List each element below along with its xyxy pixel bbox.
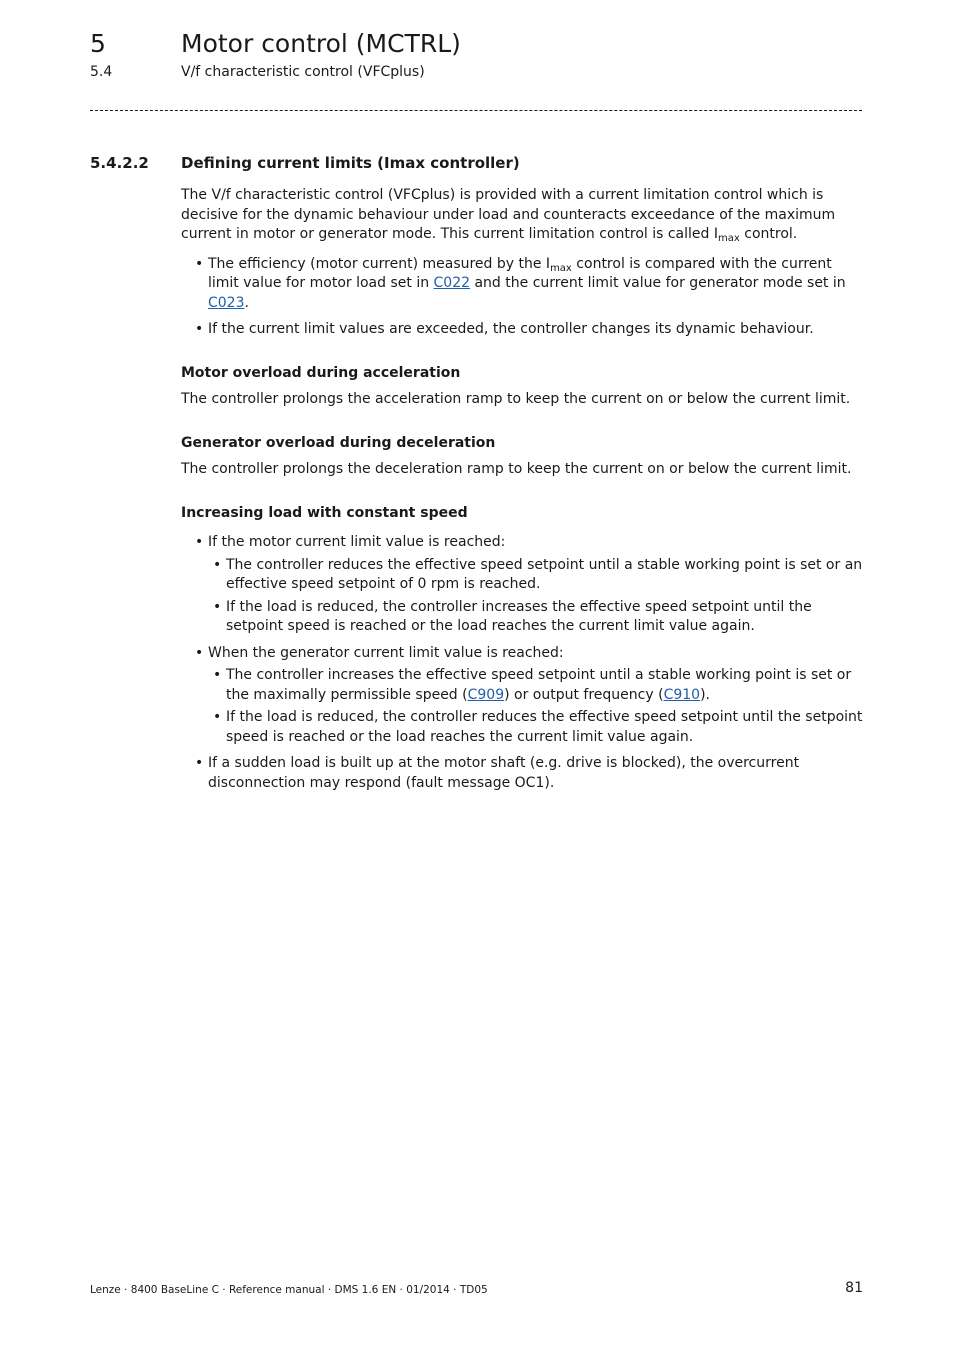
link-c022[interactable]: C022 [433, 275, 471, 291]
link-c023[interactable]: C023 [208, 294, 245, 311]
constant-speed-heading: Increasing load with constant speed [181, 504, 468, 521]
list-item: • If the load is reduced, the controller increases the effective speed setpoint until the setpoint speed is reached or the load reaches the current limit value again. [208, 598, 863, 637]
intro-bullet-list [181, 255, 863, 340]
list-item: • When the generator current limit value is reached: • The controller increases the effective speed setpoint until a stable working point is set or the maximally permissible speed (C909) or output frequency (C910). • If the load is reduced, the controller reduces the effective speed setpoint until the setpoint speed is reached or the load reaches the current limit value again. [181, 644, 863, 748]
main-content [181, 186, 863, 800]
header-divider [90, 110, 862, 111]
link-c909[interactable]: C909 [467, 686, 505, 703]
chapter-title: Motor control (MCTRL) [181, 29, 461, 58]
motor-overload-heading: Motor overload during acceleration [181, 364, 461, 381]
nested-list [208, 666, 863, 747]
chapter-number: 5 [90, 29, 106, 58]
motor-overload-text: The controller prolongs the acceleration ramp to keep the current on or below the current limit. [181, 391, 851, 407]
link-c910[interactable]: C910 [663, 686, 701, 703]
page-number: 81 [845, 1280, 863, 1296]
list-item: • The controller increases the effective speed setpoint until a stable working point is set or the maximally permissible speed (C909) or output frequency (C910). [208, 666, 863, 705]
list-item: • The efficiency (motor current) measured by the $I_{max}$ control is compared with the current limit value for motor load set in C022 and the current limit value for generator mode set in C023. [181, 255, 863, 314]
section-number: 5.4 [90, 64, 113, 80]
generator-overload-heading: Generator overload during deceleration [181, 434, 496, 451]
generator-overload-text: The controller prolongs the deceleration ramp to keep the current on or below the current limit. [181, 461, 852, 477]
footer-document-info: Lenze · 8400 BaseLine C · Reference manual · DMS 1.6 EN · 01/2014 · TD05 [90, 1284, 488, 1296]
list-item: • If a sudden load is built up at the motor shaft (e.g. drive is blocked), the overcurrent disconnection may respond (fault message OC1). [181, 754, 863, 793]
intro-paragraph: The V/f characteristic control (VFCplus) is provided with a current limitation control which is decisive for the dynamic behaviour under load and counteracts exceedance of the maximum current in motor or generator mode. This current limitation control is called $I_{max}$ control. [181, 187, 836, 244]
list-item: • If the current limit values are exceeded, the controller changes its dynamic behaviour. [181, 320, 863, 340]
heading-number: 5.4.2.2 [90, 154, 149, 172]
section-title: V/f characteristic control (VFCplus) [181, 64, 425, 80]
list-item: • If the load is reduced, the controller reduces the effective speed setpoint until the setpoint speed is reached or the load reaches the current limit value again. [208, 708, 863, 747]
heading-title: Defining current limits (Imax controller) [181, 154, 520, 172]
constant-speed-list [181, 533, 863, 793]
nested-list [208, 556, 863, 637]
list-item: • If the motor current limit value is reached: • The controller reduces the effective speed setpoint until a stable working point is set or an effective speed setpoint of 0 rpm is reached. • If the load is reduced, the controller increases the effective speed setpoint until the setpoint speed is reached or the load reaches the current limit value again. [181, 533, 863, 637]
list-item: • The controller reduces the effective speed setpoint until a stable working point is set or an effective speed setpoint of 0 rpm is reached. [208, 556, 863, 595]
